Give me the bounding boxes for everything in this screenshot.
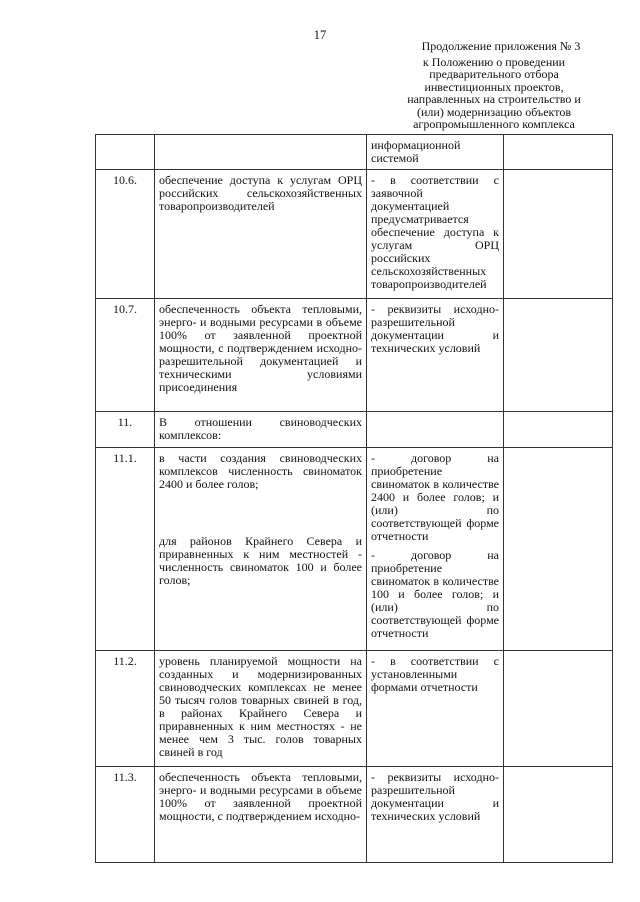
row-number: 10.7. <box>96 299 155 412</box>
page-number: 17 <box>313 28 327 42</box>
criterion-cell: обеспеченность объекта тепловыми, энерго- и водными ресурсами в объеме 100% от заявленной проектной мощности, с подтверждением исходно-разрешительной документацией и техническими условиями присоединения <box>155 299 367 412</box>
table-row <box>96 448 613 651</box>
extra-cell <box>504 135 613 170</box>
document-cell: - реквизиты исходно-разрешительной документации и технических условий <box>367 767 504 863</box>
extra-cell <box>504 767 613 863</box>
criterion-cell: В отношении свиноводческих комплексов: <box>155 412 367 448</box>
criterion-text-north: для районов Крайнего Севера и приравненных к ним местностей - численность свиноматок 100 и более голов; <box>159 534 362 587</box>
extra-cell <box>504 412 613 448</box>
table-row <box>96 299 613 412</box>
document-cell: информационной системой <box>367 135 504 170</box>
row-number: 11.1. <box>96 448 155 651</box>
criterion-cell <box>155 135 367 170</box>
table-row <box>96 767 613 863</box>
appendix-line: направленных на строительство и <box>407 92 581 106</box>
appendix-header <box>378 40 610 131</box>
document-cell <box>367 448 504 651</box>
table-row <box>96 651 613 767</box>
table-row <box>96 170 613 299</box>
document-text-north: - договор на приобретение свиноматок в количестве 100 и более голов; и (или) по соответствующей форме отчетности <box>371 548 499 640</box>
document-cell <box>367 412 504 448</box>
document-cell: - реквизиты исходно-разрешительной документации и технических условий <box>367 299 504 412</box>
criteria-table <box>95 134 613 863</box>
extra-cell <box>504 299 613 412</box>
table-row <box>96 412 613 448</box>
criterion-cell: обеспеченность объекта тепловыми, энерго- и водными ресурсами в объеме 100% от заявленной проектной мощности, с подтверждением исходно- <box>155 767 367 863</box>
extra-cell <box>504 651 613 767</box>
appendix-title: Продолжение приложения № 3 <box>421 39 581 53</box>
extra-cell <box>504 448 613 651</box>
extra-cell <box>504 170 613 299</box>
appendix-line: предварительного отбора <box>429 67 559 81</box>
appendix-line: агропромышленного комплекса <box>413 117 575 131</box>
row-number: 11. <box>96 412 155 448</box>
appendix-line: к Положению о проведении <box>422 54 566 69</box>
row-number: 11.3. <box>96 767 155 863</box>
criterion-cell: обеспечение доступа к услугам ОРЦ российских сельскохозяйственных товаропроизводителей <box>155 170 367 299</box>
document-text: - договор на приобретение свиноматок в количестве 2400 и более голов; и (или) по соответствующей форме отчетности <box>371 451 499 543</box>
row-number <box>96 135 155 170</box>
table-row <box>96 135 613 170</box>
row-number: 11.2. <box>96 651 155 767</box>
criterion-text: в части создания свиноводческих комплексов численность свиноматок 2400 и более голов; <box>159 451 362 491</box>
document-cell: - в соответствии с установленными формами отчетности <box>367 651 504 767</box>
criterion-cell: уровень планируемой мощности на созданных и модернизированных свиноводческих комплексах не менее 50 тысяч голов товарных свиней в год, в районах Крайнего Севера и приравненных к ним местностях - не менее чем 3 тыс. голов товарных свиней в год <box>155 651 367 767</box>
appendix-line: (или) модернизацию объектов <box>417 104 571 119</box>
document-cell: - в соответствии с заявочной документацией предусматривается обеспечение доступа к услугам ОРЦ российских сельскохозяйственных товаропроизводителей <box>367 170 504 299</box>
criterion-cell <box>155 448 367 651</box>
appendix-line: инвестиционных проектов, <box>424 79 564 94</box>
row-number: 10.6. <box>96 170 155 299</box>
